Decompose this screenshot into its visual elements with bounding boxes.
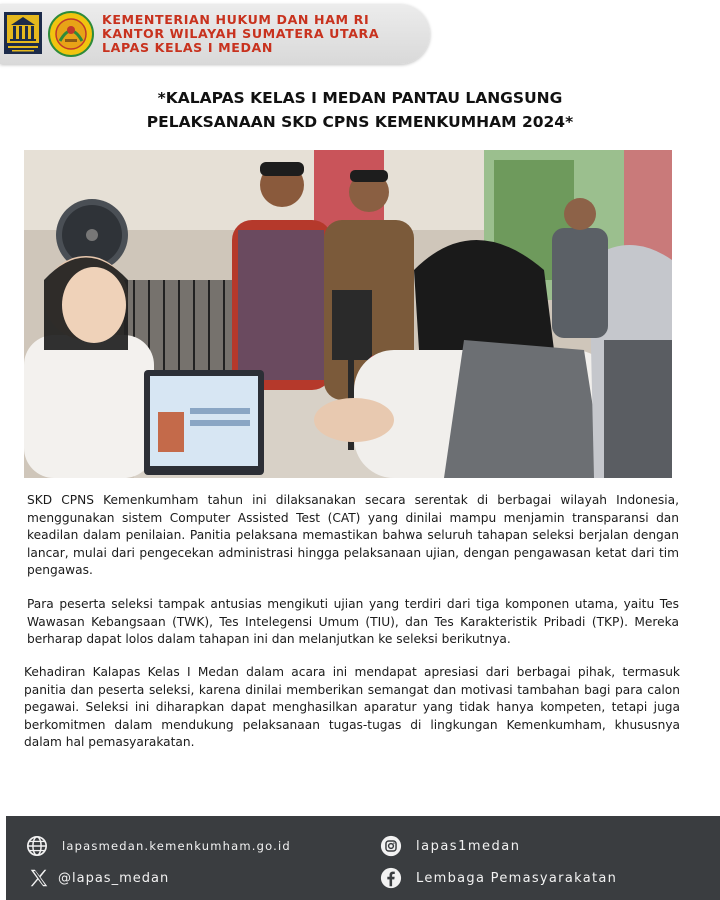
header-text [102,13,379,55]
footer-website-link[interactable] [26,835,291,857]
footer-x-link[interactable] [28,867,169,889]
header-line-ministry: KEMENTERIAN HUKUM DAN HAM RI [102,12,370,27]
footer-website-text: lapasmedan.kemenkumham.go.id [62,839,291,853]
page-title-line1: *KALAPAS KELAS I MEDAN PANTAU LANGSUNG [157,89,563,107]
footer-facebook-name: Lembaga Pemasyarakatan [416,870,618,886]
footer-facebook-link[interactable] [380,867,617,889]
page-title-line2: PELAKSANAAN SKD CPNS KEMENKUMHAM 2024* [146,113,574,131]
header-line-institution: LAPAS KELAS I MEDAN [102,40,273,55]
pemasyarakatan-logo-icon [48,11,94,57]
footer-x-handle: @lapas_medan [58,870,170,886]
header-line-regional-office: KANTOR WILAYAH SUMATERA UTARA [102,26,380,41]
footer-instagram-handle: lapas1medan [416,838,521,854]
kemenkumham-logo-icon [4,12,42,54]
globe-icon [26,835,48,857]
facebook-icon [380,867,402,889]
article-paragraph-2: Para peserta seleksi tampak antusias mengikuti ujian yang terdiri dari tiga komponen utama, yaitu Tes Wawasan Kebangsaan (TWK), Tes Intelegensi Umum (TIU), dan Tes Karakteristik Pribadi (TKP). Mereka berharap dapat lolos dalam tahapan ini dan melanjutkan ke seleksi berikutnya. [27,597,679,647]
news-photo [24,150,672,478]
footer-instagram-link[interactable] [380,835,520,857]
x-twitter-icon [28,867,50,889]
article-paragraph-1: SKD CPNS Kemenkumham tahun ini dilaksanakan secara serentak di berbagai wilayah Indonesia, menggunakan sistem Computer Assisted Test (CAT) yang dinilai mampu menjamin transparansi dan keadilan dalam penilaian. Panitia pelaksana memastikan bahwa seluruh tahapan seleksi berjalan dengan lancar, mulai dari pengecekan administrasi hingga pelaksanaan ujian, dengan pengawasan ketat dari tim pengawas. [27,493,679,578]
instagram-icon [380,835,402,857]
photo-icon [24,150,672,478]
footer-social-bar [6,816,720,900]
header-badge [0,4,430,64]
page-title [60,86,660,134]
article-paragraph-3: Kehadiran Kalapas Kelas I Medan dalam acara ini mendapat apresiasi dari berbagai pihak, termasuk panitia dan peserta seleksi, karena dinilai memberikan semangat dan motivasi tambahan bagi para calon pegawai. Seleksi ini diharapkan dapat menghasilkan aparatur yang tidak hanya kompeten, tetapi juga berkomitmen dalam mendukung pelaksanaan tugas-tugas di lingkungan Kemenkumham, khususnya dalam hal pemasyarakatan. [24,665,680,750]
